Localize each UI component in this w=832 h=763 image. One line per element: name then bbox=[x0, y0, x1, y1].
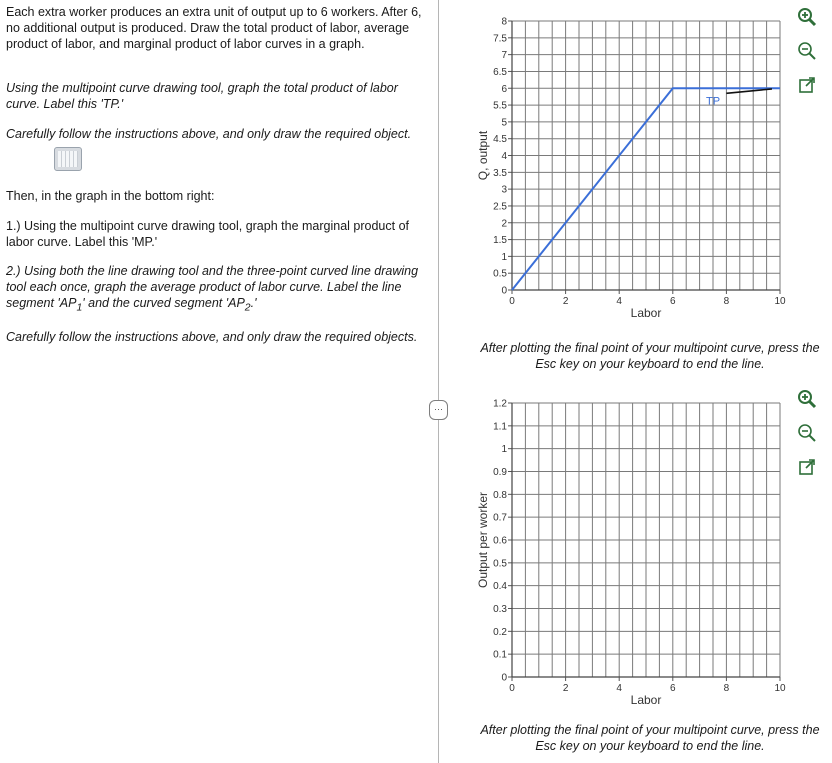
instruction-follow-1-text: Carefully follow the instructions above, and only draw the required object. bbox=[6, 127, 412, 141]
y-tick-label: 0.3 bbox=[493, 604, 507, 615]
y-tick-label: 7.5 bbox=[493, 33, 507, 45]
ap-text-2: ' and the curved segment 'AP bbox=[82, 296, 245, 310]
x-axis-label: Labor bbox=[630, 306, 662, 320]
top-graph-footer: After plotting the final point of your multipoint curve, press the Esc key on your keyboard to end the line. bbox=[480, 341, 820, 371]
y-tick-label: 0.5 bbox=[493, 558, 507, 570]
y-tick-label: 1.1 bbox=[493, 421, 507, 433]
x-tick-label: 6 bbox=[670, 683, 676, 694]
y-tick-label: 0.2 bbox=[493, 626, 507, 638]
instruction-tp: Using the multipoint curve drawing tool, graph the total product of labor curve. Label this 'TP.' bbox=[6, 81, 398, 111]
x-tick-label: 4 bbox=[616, 296, 622, 307]
y-tick-label: 7 bbox=[501, 50, 507, 62]
y-tick-label: 0.5 bbox=[493, 268, 507, 280]
y-tick-label: 2.5 bbox=[493, 201, 507, 213]
y-axis-label: Output per worker bbox=[476, 491, 490, 589]
ap-text-3: .' bbox=[250, 296, 257, 310]
instruction-intro: Each extra worker produces an extra unit of output up to 6 workers. After 6, no additional output is produced. Draw the total product of labor, average product of labor, and marginal product of labor curves in a graph. bbox=[6, 5, 422, 51]
y-tick-label: 4 bbox=[501, 151, 507, 162]
x-tick-label: 8 bbox=[723, 683, 730, 694]
instruction-mp: 1.) Using the multipoint curve drawing tool, graph the marginal product of labor curve. Label this 'MP.' bbox=[6, 219, 409, 249]
y-tick-label: 4.5 bbox=[493, 134, 507, 146]
ap-text-1: 2.) Using both the line drawing tool and the three-point curved line drawing tool each once, graph the average product of labor curve. Label the line segment 'AP bbox=[6, 264, 419, 310]
instruction-then: Then, in the graph in the bottom right: bbox=[6, 189, 215, 203]
x-tick-label: 8 bbox=[723, 296, 730, 307]
y-tick-label: 5.5 bbox=[493, 100, 507, 112]
x-tick-label: 0 bbox=[509, 296, 515, 307]
y-axis-label: Q, output bbox=[476, 130, 490, 181]
y-tick-label: 3.5 bbox=[493, 167, 507, 179]
y-tick-label: 2 bbox=[501, 218, 507, 230]
x-tick-label: 6 bbox=[670, 296, 676, 307]
x-tick-label: 2 bbox=[562, 296, 569, 307]
popout-icon[interactable] bbox=[794, 72, 820, 98]
y-tick-label: 0.7 bbox=[493, 512, 507, 524]
y-tick-label: 1 bbox=[501, 444, 507, 456]
y-tick-label: 0.6 bbox=[493, 535, 507, 547]
x-axis-label: Labor bbox=[630, 693, 662, 707]
ap-sub-1: 1 bbox=[76, 302, 83, 314]
graphs-svg bbox=[450, 0, 832, 763]
y-tick-label: 0 bbox=[501, 285, 507, 297]
ap-sub-2: 2 bbox=[244, 302, 251, 314]
popout-icon[interactable] bbox=[794, 454, 820, 480]
panel-divider bbox=[438, 0, 439, 763]
instruction-follow-1 bbox=[6, 126, 426, 142]
zoom-in-icon[interactable] bbox=[794, 4, 820, 30]
zoom-out-icon[interactable] bbox=[794, 38, 820, 64]
y-tick-label: 1 bbox=[501, 251, 507, 263]
drawn-segment bbox=[726, 89, 772, 93]
resize-handle[interactable]: ⋯ bbox=[429, 400, 448, 420]
y-tick-label: 8 bbox=[501, 16, 507, 28]
bottom-graph[interactable] bbox=[476, 399, 786, 708]
instruction-follow-2: Carefully follow the instructions above, and only draw the required objects. bbox=[6, 330, 418, 344]
zoom-out-icon[interactable] bbox=[794, 420, 820, 446]
top-graph[interactable] bbox=[476, 17, 786, 321]
y-tick-label: 3 bbox=[501, 184, 507, 196]
y-tick-label: 0.8 bbox=[493, 489, 507, 501]
y-tick-label: 6 bbox=[501, 83, 507, 95]
instruction-ap bbox=[6, 263, 426, 317]
y-tick-label: 0.4 bbox=[493, 581, 507, 593]
y-tick-label: 1.2 bbox=[493, 398, 507, 410]
tp-label: TP bbox=[705, 95, 721, 108]
y-tick-label: 0.9 bbox=[493, 467, 507, 478]
zoom-in-icon[interactable] bbox=[794, 386, 820, 412]
x-tick-label: 10 bbox=[774, 296, 786, 307]
y-tick-label: 6.5 bbox=[493, 66, 507, 78]
object-icon[interactable] bbox=[54, 147, 82, 171]
x-tick-label: 10 bbox=[774, 683, 786, 694]
y-tick-label: 0.1 bbox=[493, 649, 507, 661]
x-tick-label: 4 bbox=[616, 683, 622, 694]
y-tick-label: 0 bbox=[501, 672, 507, 684]
y-tick-label: 1.5 bbox=[493, 235, 507, 247]
x-tick-label: 2 bbox=[562, 683, 569, 694]
x-tick-label: 0 bbox=[509, 683, 515, 694]
bottom-graph-footer: After plotting the final point of your multipoint curve, press the Esc key on your keyboard to end the line. bbox=[480, 723, 820, 753]
y-tick-label: 5 bbox=[501, 117, 507, 129]
